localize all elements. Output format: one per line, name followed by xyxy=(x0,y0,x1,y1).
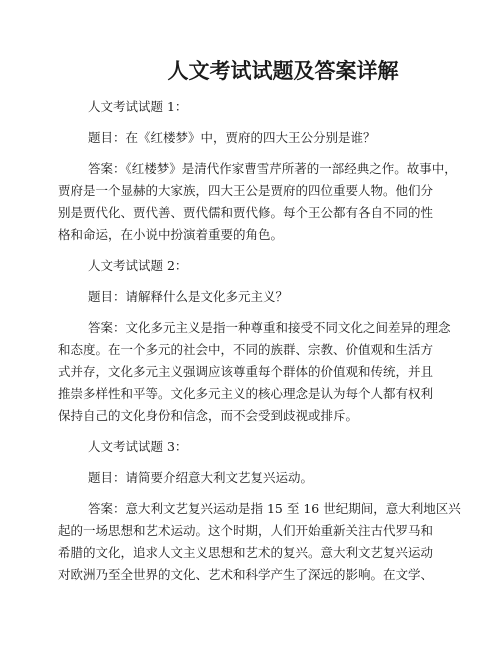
answer-line: 贾府是一个显赫的大家族，四大王公是贾府的四位重要人物。他们分 xyxy=(58,183,434,198)
question-heading: 人文考试试题 2： xyxy=(88,258,188,273)
question-text: 题目：在《红楼梦》中，贾府的四大王公分别是谁？ xyxy=(88,130,376,145)
answer-line: 对欧洲乃至全世界的文化、艺术和科学产生了深远的影响。在文学、 xyxy=(58,567,434,582)
answer-line: 格和命运，在小说中扮演着重要的角色。 xyxy=(58,227,284,242)
answer-line: 式并存，文化多元主义强调应该尊重每个群体的价值观和传统，并且 xyxy=(58,364,434,379)
answer-line: 推崇多样性和平等。文化多元主义的核心理念是认为每个人都有权利 xyxy=(58,386,434,401)
answer-line: 答案：意大利文艺复兴运动是指 15 至 16 世纪期间，意大利地区兴 xyxy=(88,501,461,516)
answer-text xyxy=(58,317,488,427)
answer-line: 别是贾代化、贾代善、贾代儒和贾代修。每个王公都有各自不同的性 xyxy=(58,205,434,220)
answer-line: 保持自己的文化身份和信念，而不会受到歧视或排斥。 xyxy=(58,408,359,423)
answer-text xyxy=(58,158,488,246)
answer-line: 起的一场思想和艺术运动。这个时期，人们开始重新关注古代罗马和 xyxy=(58,523,434,538)
question-text: 题目：请解释什么是文化多元主义？ xyxy=(88,289,289,304)
document-title: 人文考试试题及答案详解 xyxy=(167,58,399,83)
answer-line: 和态度。在一个多元的社会中，不同的族群、宗教、价值观和生活方 xyxy=(58,342,434,357)
question-block-2 xyxy=(58,255,488,427)
question-block-1 xyxy=(58,96,488,246)
question-heading: 人文考试试题 1： xyxy=(88,99,188,114)
answer-text xyxy=(58,498,488,586)
answer-line: 答案：文化多元主义是指一种尊重和接受不同文化之间差异的理念 xyxy=(88,320,451,335)
question-block-3 xyxy=(58,436,488,586)
question-heading: 人文考试试题 3： xyxy=(88,439,188,454)
answer-line: 希腊的文化，追求人文主义思想和艺术的复兴。意大利文艺复兴运动 xyxy=(58,545,434,560)
answer-line: 答案：《红楼梦》是清代作家曹雪芹所著的一部经典之作。故事中， xyxy=(88,161,457,176)
question-text: 题目：请简要介绍意大利文艺复兴运动。 xyxy=(88,470,314,485)
